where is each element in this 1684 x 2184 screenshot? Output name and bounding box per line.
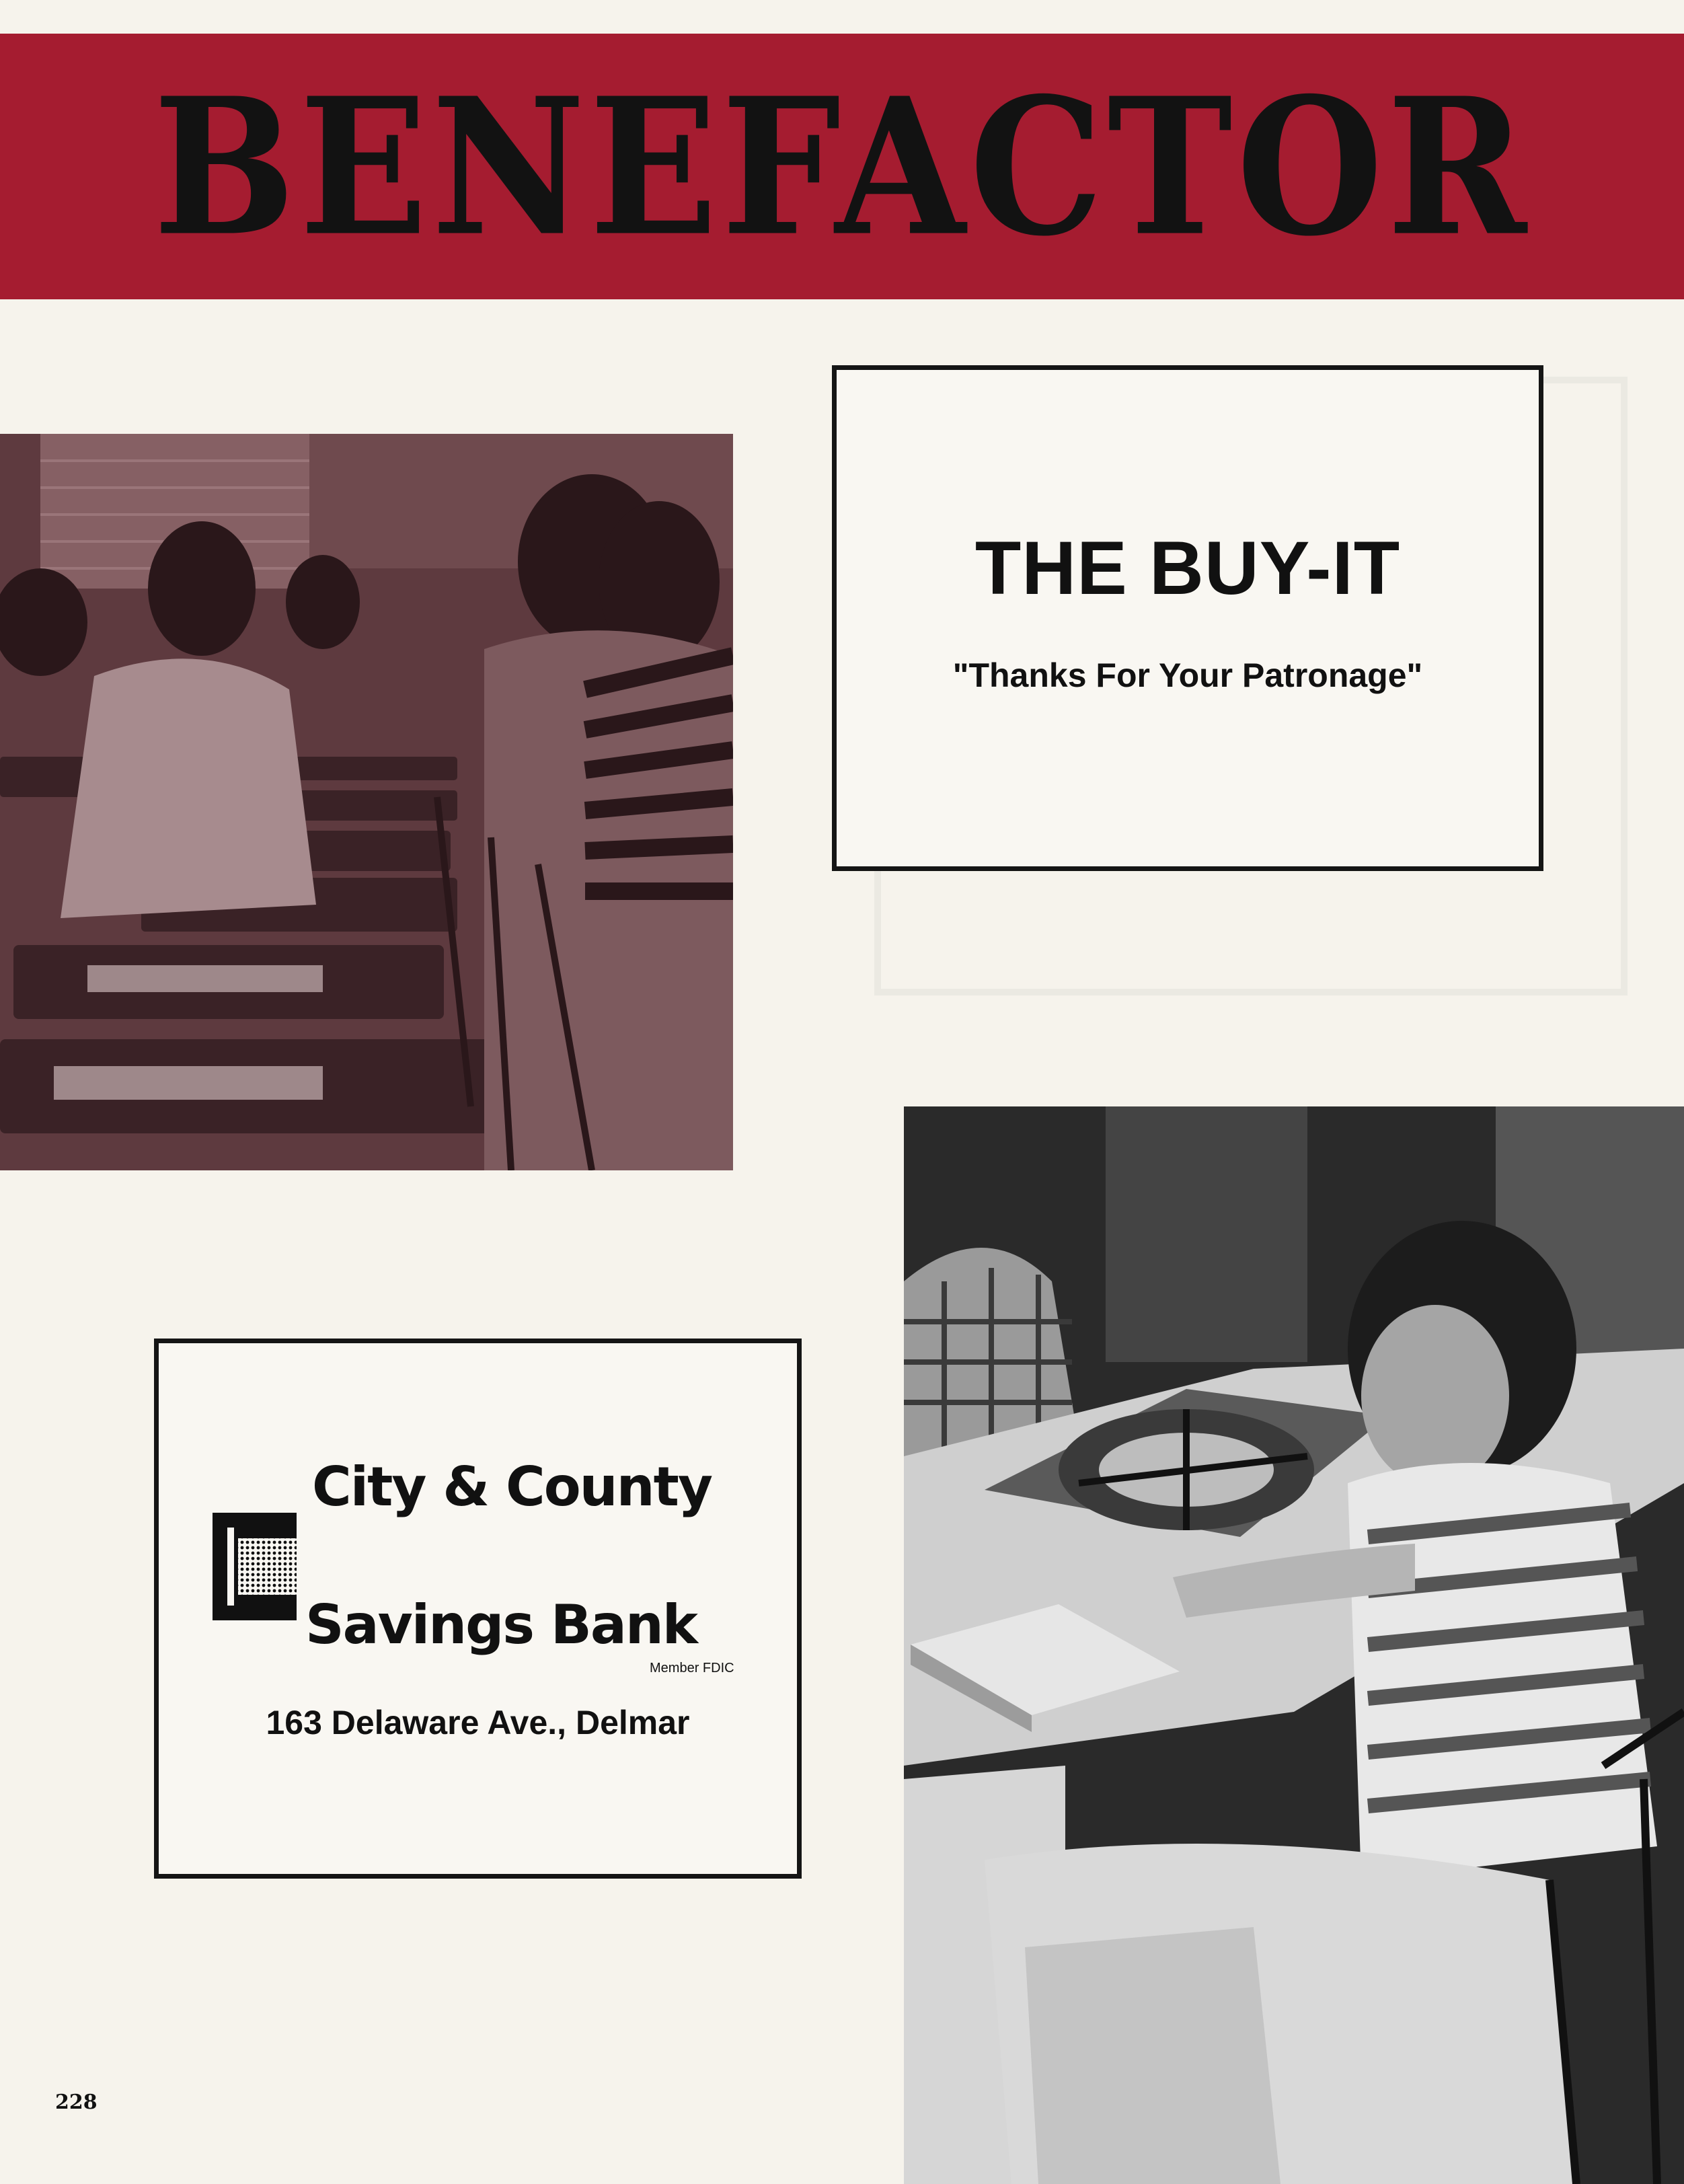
bank-logo-icon: [213, 1513, 297, 1620]
title-banner: [0, 34, 1684, 299]
buyit-name: THE BUY-IT: [974, 526, 1401, 610]
student-photo-art: [904, 1106, 1684, 2184]
bank-name-line1: City & County: [312, 1456, 712, 1518]
buyit-ad: [832, 365, 1543, 871]
page-number: 228: [55, 2091, 98, 2114]
bank-ad: [154, 1339, 802, 1879]
student-drawing-photo: [904, 1106, 1684, 2184]
classroom-photo-art: [0, 434, 733, 1170]
bank-address: 163 Delaware Ave., Delmar: [266, 1704, 690, 1741]
bank-member-fdic: Member FDIC: [650, 1661, 734, 1675]
buyit-tagline: "Thanks For Your Patronage": [952, 656, 1423, 694]
bank-name-line2: Savings Bank: [305, 1593, 697, 1656]
page-title: BENEFACTOR: [153, 55, 1531, 278]
classroom-photo: [0, 434, 733, 1170]
